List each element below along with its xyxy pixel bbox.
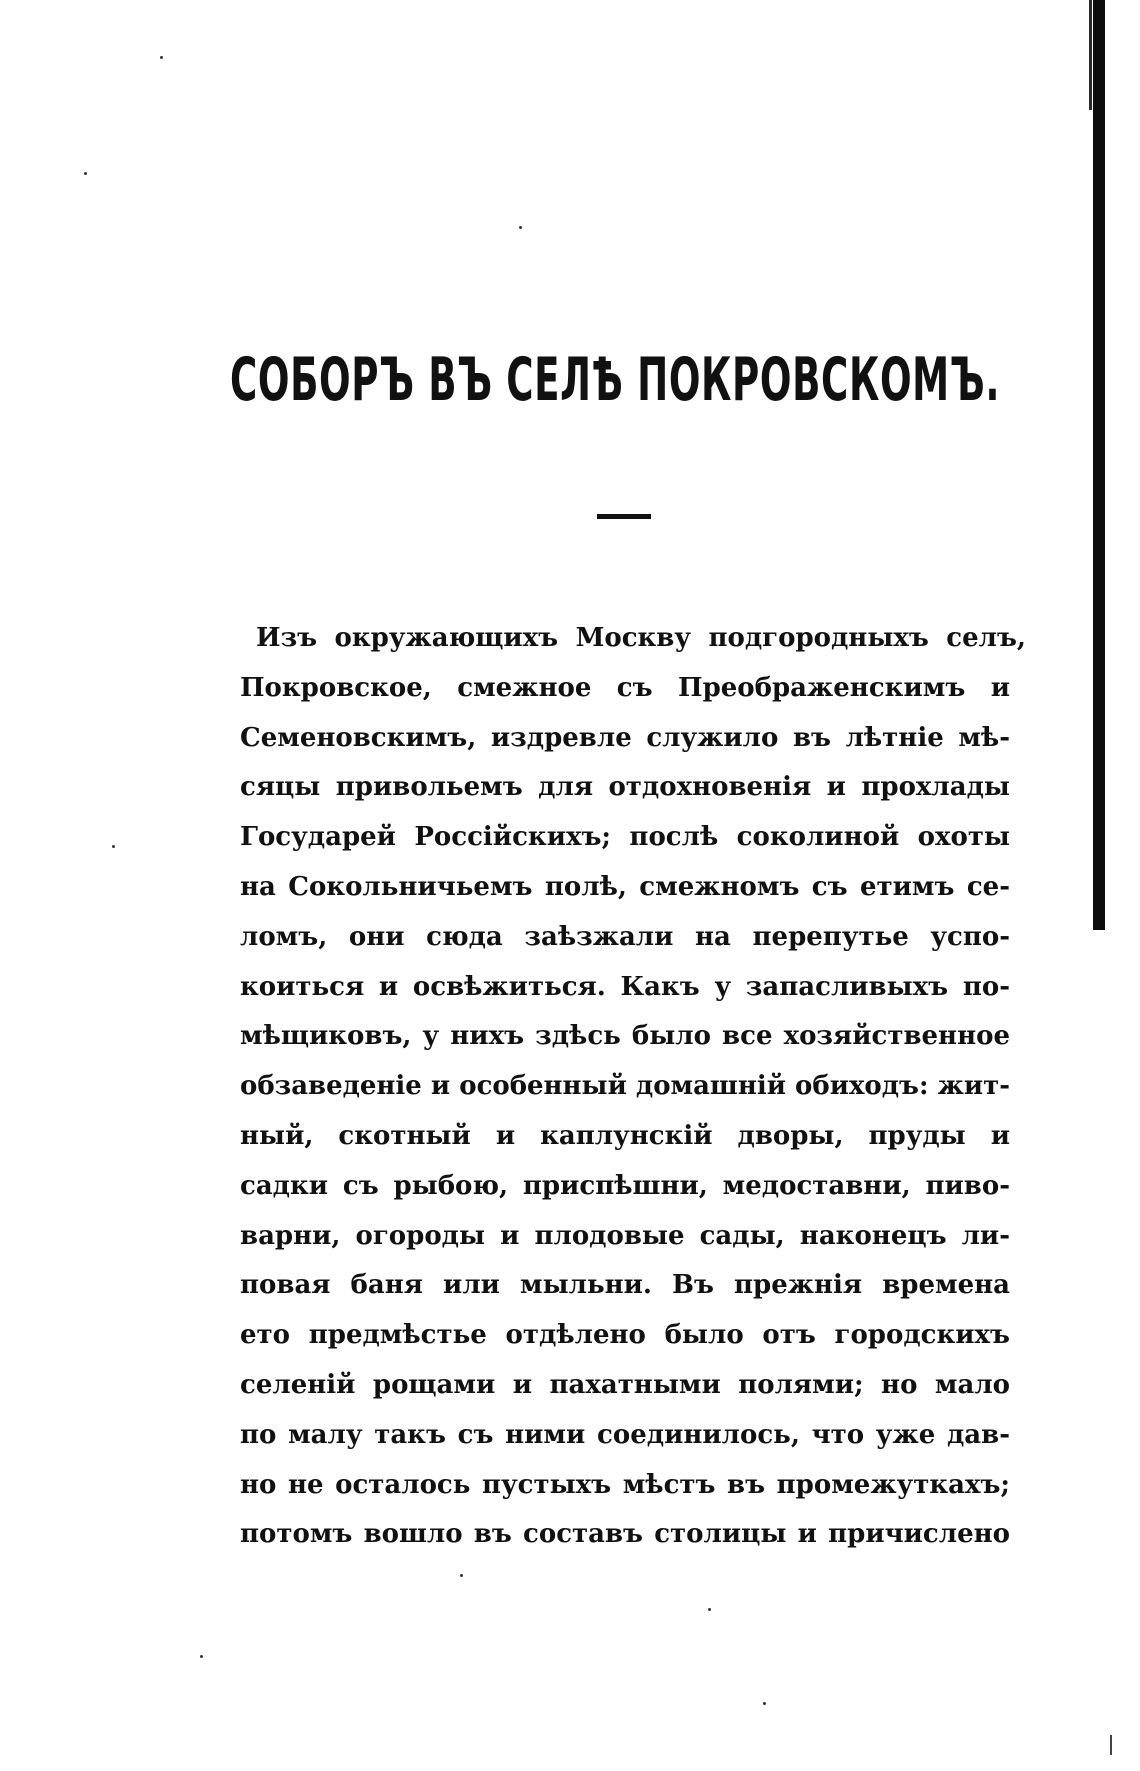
text-line: садки съ рыбою, приспѣшни, медоставни, пиво- xyxy=(240,1170,1010,1201)
text-line: Семеновскимъ, издревле служило въ лѣтніе мѣ- xyxy=(240,722,1010,753)
body-paragraph xyxy=(240,614,1026,1560)
title-divider xyxy=(597,514,651,519)
text-line: Изъ окружающихъ Москву подгородныхъ селъ, xyxy=(256,623,1026,653)
text-line: на Сокольничьемъ полѣ, смежномъ съ етимъ се- xyxy=(240,871,1010,902)
text-line: по малу такъ съ ними соединилось, что уже дав- xyxy=(240,1419,1010,1450)
chapter-title: СОБОРЪ ВЪ СЕЛѢ ПОКРОВСКОМЪ. xyxy=(230,345,1001,415)
text-line: но не осталось пустыхъ мѣстъ въ промежуткахъ; xyxy=(240,1469,1010,1500)
scan-edge-shadow xyxy=(1093,0,1105,930)
scan-speck xyxy=(519,226,522,229)
text-line: потомъ вошло въ составъ столицы и причислено xyxy=(240,1519,1010,1550)
text-line: ето предмѣстье отдѣлено было отъ городскихъ xyxy=(240,1320,1010,1351)
text-line: Государей Россійскихъ; послѣ соколиной охоты xyxy=(240,822,1010,853)
scan-edge-mark xyxy=(1110,1735,1112,1755)
text-line: ломъ, они сюда заѣзжали на перепутье успо- xyxy=(240,921,1010,952)
scan-speck xyxy=(460,1574,463,1577)
text-line: ный, скотный и каплунскій дворы, пруды и xyxy=(240,1120,1010,1151)
scan-speck xyxy=(84,172,87,175)
text-line: селеній рощами и пахатными полями; но мало xyxy=(240,1369,1010,1400)
text-line: Покровское, смежное съ Преображенскимъ и xyxy=(240,672,1010,703)
text-line: обзаведеніе и особенный домашній обиходъ: жит- xyxy=(240,1071,1010,1102)
text-line: мѣщиковъ, у нихъ здѣсь было все хозяйственное xyxy=(240,1021,1010,1052)
text-line: повая баня или мыльни. Въ прежнія времена xyxy=(240,1270,1010,1301)
scan-speck xyxy=(763,1702,766,1705)
scan-edge-shadow-thin xyxy=(1089,0,1092,110)
scan-speck xyxy=(200,1655,203,1658)
text-line: варни, огороды и плодовые сады, наконецъ ли- xyxy=(240,1220,1010,1251)
scan-speck xyxy=(708,1608,711,1611)
scan-speck xyxy=(112,845,115,848)
scan-speck xyxy=(160,56,163,59)
text-line: сяцы привольемъ для отдохновенія и прохлады xyxy=(240,772,1010,803)
text-line: коиться и освѣжиться. Какъ у запасливыхъ по- xyxy=(240,971,1010,1002)
